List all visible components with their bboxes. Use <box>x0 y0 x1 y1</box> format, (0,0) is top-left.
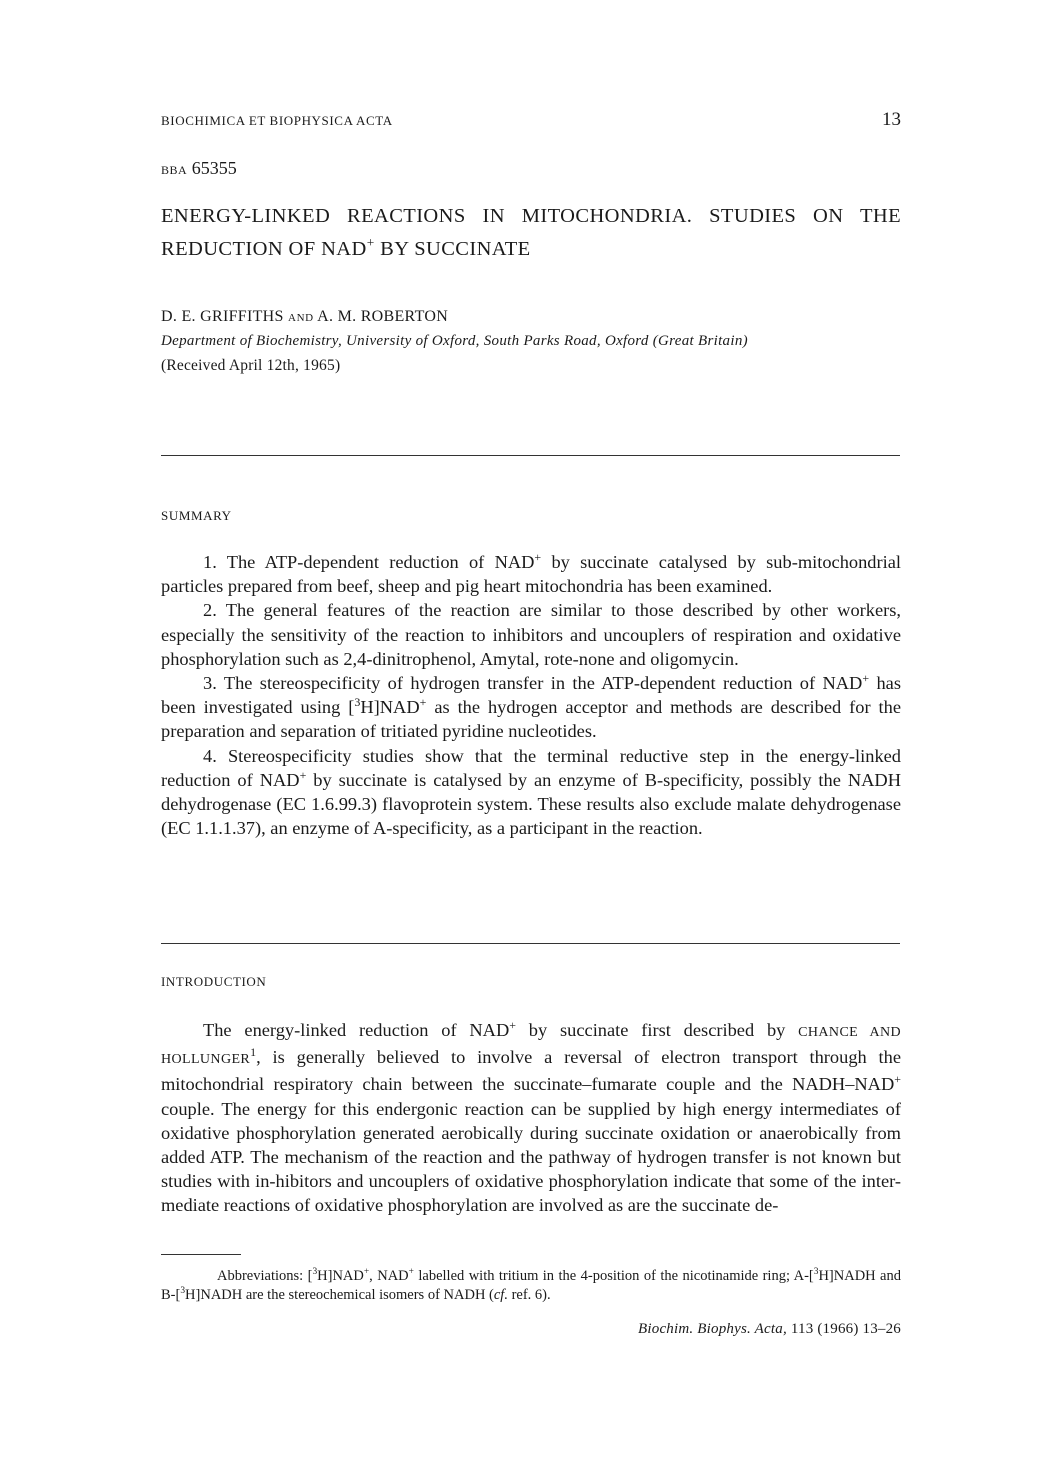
introduction-paragraph <box>161 1018 901 1218</box>
summary-body <box>161 550 901 840</box>
authors <box>161 308 448 326</box>
superscript: 3 <box>180 1286 186 1297</box>
text-run: 4. Stereospecificity studies show that the terminal reductive step in the energy-linked reduction of NAD <box>161 745 901 790</box>
introduction-heading: INTRODUCTION <box>161 974 267 989</box>
cited-authors: CHANCE AND HOLLUNGER <box>161 1025 902 1068</box>
author-conjunction: AND <box>288 312 314 324</box>
bba-number <box>161 158 237 179</box>
summary-paragraph-1 <box>161 550 901 598</box>
summary-paragraph-3 <box>161 671 901 744</box>
affiliation: Department of Biochemistry, University of Oxford, South Parks Road, Oxford (Great Britain) <box>161 333 748 349</box>
text-run: H]NAD <box>317 1268 364 1284</box>
superscript: + <box>299 767 307 782</box>
running-head <box>161 109 901 131</box>
superscript: 3 <box>354 695 361 710</box>
text-run: 1. The ATP-dependent reduction of NAD <box>203 552 535 572</box>
superscript: 3 <box>813 1267 819 1278</box>
text-run: by succinate catalysed by sub-mitochondrial particles prepared from beef, sheep and pig heart mitochondria has been examined. <box>161 552 901 597</box>
superscript: 3 <box>312 1267 318 1278</box>
text-run: by succinate is catalysed by an enzyme of B-specificity, possibly the NADH dehydrogenase (EC 1.6.99.3) flavoprotein system. These results also exclude malate dehydrogenase (EC 1.1.1.37), an enzyme of A-specificity, as a participant in the reaction. <box>161 769 901 839</box>
text-run: as the hydrogen acceptor and methods are described for the preparation and separation of tritiated pyridine nucleotides. <box>161 697 901 742</box>
journal-citation <box>638 1321 901 1338</box>
title-superscript: + <box>366 235 375 251</box>
superscript: + <box>894 1072 901 1087</box>
footnote <box>161 1267 901 1305</box>
article-title <box>161 200 901 266</box>
journal-name: BIOCHIMICA ET BIOPHYSICA ACTA <box>161 113 393 128</box>
superscript: + <box>509 1017 516 1032</box>
text-run: 3. The stereospecificity of hydrogen transfer in the ATP-dependent reduction of NAD <box>203 673 863 694</box>
text-run: ref. 6). <box>507 1287 551 1303</box>
received-date: (Received April 12th, 1965) <box>161 357 341 374</box>
text-run: Abbreviations: [ <box>217 1268 313 1284</box>
bba-code: 65355 <box>191 158 237 178</box>
title-text-1: ENERGY-LINKED REACTIONS IN MITOCHONDRIA. STUDIES ON THE REDUCTION OF NAD <box>161 205 901 260</box>
summary-top-rule <box>161 455 900 456</box>
citation-journal: Biochim. Biophys. Acta, <box>638 1321 787 1337</box>
text-run: has been investigated using [ <box>161 673 901 718</box>
text-run: , is generally believed to involve a reversal of electron transport through the mitochondrial respiratory chain between the succinate–fumarate couple and the NADH–NAD <box>161 1047 901 1095</box>
superscript: + <box>534 549 542 564</box>
superscript: + <box>408 1267 414 1278</box>
footnote-rule <box>161 1254 241 1255</box>
abbreviations-footnote <box>161 1267 901 1305</box>
text-run: H]NADH and B-[ <box>161 1268 901 1303</box>
text-run: H]NADH are the stereochemical isomers of NADH ( <box>185 1287 494 1303</box>
text-run: by succinate first described by <box>516 1020 799 1040</box>
text-run: H]NAD <box>360 697 420 718</box>
summary-heading: SUMMARY <box>161 508 232 523</box>
reference-marker[interactable]: 1 <box>250 1045 257 1060</box>
superscript: + <box>363 1267 370 1278</box>
author-1: D. E. GRIFFITHS <box>161 308 284 325</box>
page-number: 13 <box>882 109 901 130</box>
text-run: , NAD <box>369 1268 409 1284</box>
italic-run: cf. <box>493 1287 508 1303</box>
introduction-body <box>161 1018 901 1218</box>
summary-paragraph-4 <box>161 744 901 841</box>
author-2: A. M. ROBERTON <box>317 308 449 325</box>
text-run: labelled with tritium in the 4-position of the nicotinamide ring; A-[ <box>413 1268 814 1284</box>
bba-prefix: BBA <box>161 163 188 177</box>
citation-volume: 113 (1966) 13–26 <box>790 1321 901 1337</box>
text-run: The energy-linked reduction of NAD <box>203 1020 510 1040</box>
summary-paragraph-2: 2. The general features of the reaction are similar to those described by other workers, especially the sensitivity of the reaction to inhibitors and uncouplers of respiration and oxidative phosphorylation such as 2,4-dinitrophenol, Amytal, rote-none and oligomycin. <box>161 600 901 669</box>
summary-bottom-rule <box>161 943 900 944</box>
superscript: + <box>419 695 427 710</box>
text-run: couple. The energy for this endergonic reaction can be supplied by high energy intermediates of oxidative phosphorylation generated aerobically during succinate oxidation or anaerobically from added ATP. The mechanism of the reaction and the pathway of hydrogen transfer is not known but studies with in-hibitors and uncouplers of oxidative phosphorylation indicate that some of the inter-mediate reactions of oxidative phosphorylation are involved as are the succinate de- <box>161 1098 901 1216</box>
superscript: + <box>862 670 870 685</box>
title-text-2: BY SUCCINATE <box>374 238 531 260</box>
